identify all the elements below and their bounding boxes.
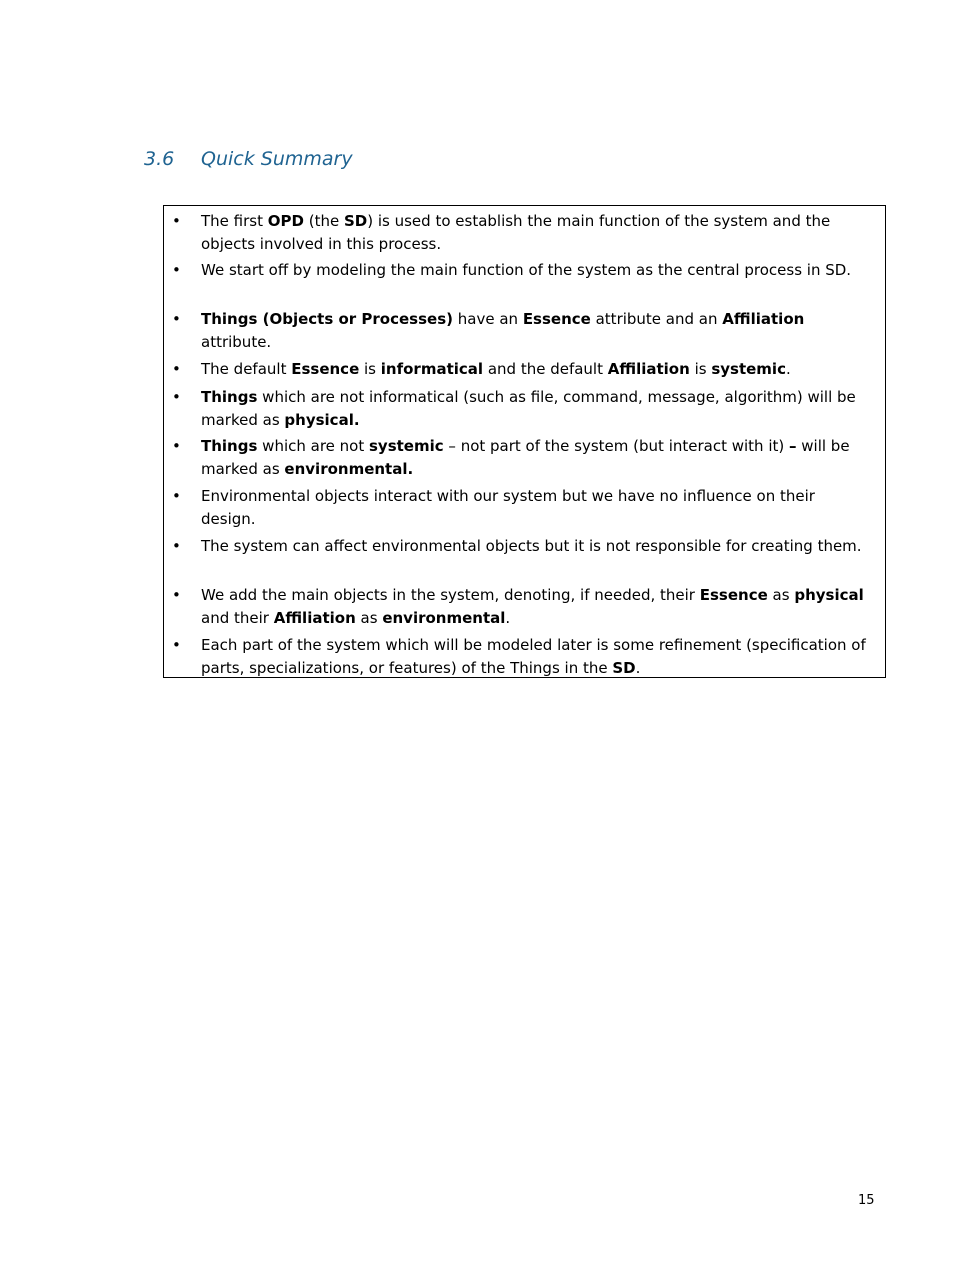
bullet-icon: • — [172, 537, 181, 555]
text-run: The system can affect environmental objects but it is not responsible for creating them. — [201, 537, 862, 555]
text-run: . — [635, 658, 641, 677]
bold-term: physical. — [284, 410, 360, 429]
summary-item-text — [201, 210, 866, 255]
text-run: (the — [303, 212, 344, 230]
text-run: . — [785, 360, 791, 378]
bold-term: Essence — [699, 586, 768, 604]
bold-term: Things — [201, 388, 258, 406]
summary-item-text — [201, 386, 866, 431]
text-run: and the default — [483, 360, 608, 378]
bold-term: physical — [794, 586, 864, 604]
bold-term: Affiliation — [273, 608, 356, 627]
text-run: Each part of the system which will be modeled later is some refinement (specification of parts, specializations, or features) of the Things in the — [201, 636, 866, 677]
bold-term: SD — [343, 212, 368, 230]
text-run: is — [359, 360, 381, 378]
text-run: will be marked as — [201, 437, 850, 478]
text-run: attribute. — [201, 332, 272, 351]
bullet-icon: • — [172, 261, 181, 279]
bold-term: Things (Objects or Processes) — [201, 310, 453, 328]
bullet-icon: • — [172, 212, 181, 230]
page-number: 15 — [858, 1193, 875, 1208]
text-run: as — [767, 586, 795, 604]
text-run: – not part of the system (but interact with it) — [443, 437, 789, 455]
summary-item-text — [201, 435, 866, 480]
text-run: We add the main objects in the system, denoting, if needed, their — [201, 586, 700, 604]
section-heading — [144, 148, 353, 170]
bullet-icon: • — [172, 388, 181, 406]
section-number: 3.6 — [144, 148, 175, 170]
summary-box — [163, 205, 886, 678]
bold-term: systemic — [369, 437, 444, 455]
text-run: ) is used to establish the main function of the system and the objects involved in this process. — [201, 212, 831, 253]
text-run: have an — [453, 310, 523, 328]
bold-term: – — [789, 437, 797, 455]
bold-term: informatical — [380, 360, 484, 378]
text-run: The first — [201, 212, 268, 230]
bullet-icon: • — [172, 636, 181, 654]
text-run: and their — [201, 608, 274, 627]
bold-term: Things — [201, 437, 258, 455]
bold-term: environmental — [382, 608, 506, 627]
bold-term: environmental. — [284, 459, 414, 478]
text-run: is — [689, 360, 712, 378]
bold-term: OPD — [267, 212, 304, 230]
bullet-icon: • — [172, 310, 181, 328]
summary-item-text — [201, 535, 866, 558]
summary-item-text — [201, 358, 866, 381]
section-title: Quick Summary — [201, 148, 353, 170]
summary-item-text — [201, 308, 866, 353]
bullet-icon: • — [172, 360, 181, 378]
summary-item-text — [201, 634, 866, 679]
bullet-icon: • — [172, 487, 181, 505]
bold-term: systemic — [711, 360, 786, 378]
text-run: The default — [201, 360, 292, 378]
text-run: as — [355, 608, 383, 627]
bold-term: Affiliation — [607, 360, 690, 378]
text-run: which are not — [257, 437, 369, 455]
text-run: We start off by modeling the main function of the system as the central process in SD. — [201, 261, 852, 279]
text-run: . — [505, 608, 511, 627]
bold-term: Essence — [522, 310, 591, 328]
bold-term: SD — [612, 658, 636, 677]
summary-item-text — [201, 584, 866, 629]
bullet-icon: • — [172, 586, 181, 604]
summary-item-text — [201, 485, 866, 530]
text-run: attribute and an — [590, 310, 723, 328]
bold-term: Essence — [291, 360, 360, 378]
bullet-icon: • — [172, 437, 181, 455]
bold-term: Affiliation — [722, 310, 805, 328]
text-run: which are not informatical (such as file, command, message, algorithm) will be marked as — [201, 388, 856, 429]
summary-item-text — [201, 259, 866, 282]
text-run: Environmental objects interact with our system but we have no influence on their design. — [201, 487, 815, 528]
